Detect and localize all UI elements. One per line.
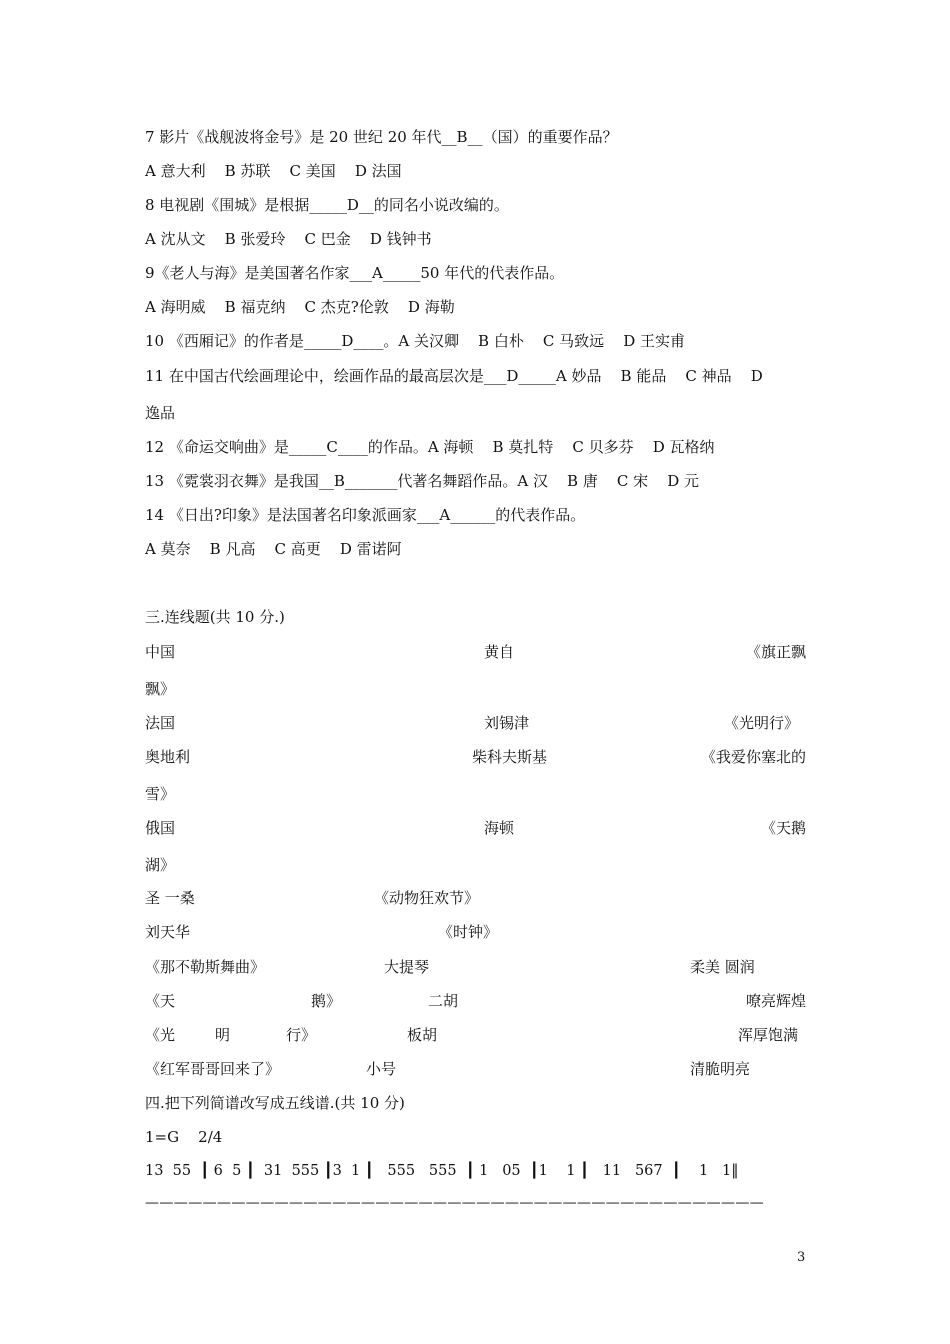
match-country: 法国 xyxy=(145,714,176,732)
match-work-wrap: 雪》 xyxy=(145,785,176,803)
match-composer: 柴科夫斯基 xyxy=(472,748,548,766)
section-heading-notation: 四.把下列简谱改写成五线谱.(共 10 分) xyxy=(145,1094,405,1112)
question-11: 11 在中国古代绘画理论中，绘画作品的最高层次是___D_____A 妙品 B 能品 C 神品 D xyxy=(145,367,763,385)
match-work-part: 行》 xyxy=(286,1026,317,1044)
match-timbre: 清脆明亮 xyxy=(690,1060,751,1078)
match-country: 中国 xyxy=(145,643,176,661)
question-11-wrap: 逸品 xyxy=(145,404,176,422)
match-composer: 圣 一桑 xyxy=(145,889,195,907)
numbered-notation: 13 55 ┃ 6 5 ┃ 31 555 ┃3 1 ┃ 555 555 ┃ 1 05 ┃1 1 ┃ 11 567 ┃ 1 1‖ xyxy=(145,1163,739,1179)
match-composer: 刘天华 xyxy=(145,923,191,941)
match-work: 《那不勒斯舞曲》 xyxy=(145,958,266,976)
question-8-options: A 沈从文 B 张爱玲 C 巴金 D 钱钟书 xyxy=(145,230,432,248)
match-composer: 海顿 xyxy=(484,819,515,837)
match-work: 《时钟》 xyxy=(438,923,499,941)
match-instrument: 大提琴 xyxy=(384,958,430,976)
match-country: 俄国 xyxy=(145,819,176,837)
match-work-part: 明 xyxy=(215,1026,231,1044)
question-14-options: A 莫奈 B 凡高 C 高更 D 雷诺阿 xyxy=(145,540,402,558)
match-timbre: 柔美 圆润 xyxy=(690,958,755,976)
match-instrument: 二胡 xyxy=(428,992,459,1010)
question-13: 13 《霓裳羽衣舞》是我国__B_______代著名舞蹈作品。A 汉 B 唐 C 宋 D 元 xyxy=(145,472,700,490)
match-work-wrap: 飘》 xyxy=(145,680,176,698)
question-9-options: A 海明威 B 福克纳 C 杰克?伦敦 D 海勒 xyxy=(145,298,455,316)
match-work: 《动物狂欢节》 xyxy=(374,889,480,907)
match-work-wrap: 湖》 xyxy=(145,856,176,874)
match-instrument: 小号 xyxy=(366,1060,397,1078)
match-country: 奥地利 xyxy=(145,748,191,766)
match-work-part: 《天 xyxy=(145,992,176,1010)
match-work-part: 鹅》 xyxy=(311,992,342,1010)
question-8: 8 电视剧《围城》是根据_____D__的同名小说改编的。 xyxy=(145,196,509,214)
staff-rule: ——————————————————————————————————————————— xyxy=(145,1195,765,1211)
match-work: 《红军哥哥回来了》 xyxy=(145,1060,281,1078)
match-composer: 刘锡津 xyxy=(484,714,530,732)
match-instrument: 板胡 xyxy=(407,1026,438,1044)
question-7: 7 影片《战舰波将金号》是 20 世纪 20 年代__B__（国）的重要作品？ xyxy=(145,128,618,146)
match-timbre: 嘹亮辉煌 xyxy=(745,992,806,1010)
question-9: 9《老人与海》是美国著名作家___A_____50 年代的代表作品。 xyxy=(145,264,565,282)
question-12: 12 《命运交响曲》是_____C____的作品。A 海顿 B 莫扎特 C 贝多芬 D 瓦格纳 xyxy=(145,438,715,456)
page-number: 3 xyxy=(797,1250,806,1265)
match-work-part: 《光 xyxy=(145,1026,176,1044)
question-10: 10 《西厢记》的作者是_____D____。A 关汉卿 B 白朴 C 马致远 D 王实甫 xyxy=(145,332,686,350)
match-work: 《我爱你塞北的 xyxy=(700,748,806,766)
match-composer: 黄自 xyxy=(484,643,515,661)
match-work: 《旗正飘 xyxy=(745,643,806,661)
match-work: 《天鹅 xyxy=(760,819,806,837)
question-14: 14 《日出?印象》是法国著名印象派画家___A______的代表作品。 xyxy=(145,506,586,524)
question-7-options: A 意大利 B 苏联 C 美国 D 法国 xyxy=(145,162,402,180)
match-work: 《光明行》 xyxy=(723,714,799,732)
match-timbre: 浑厚饱满 xyxy=(737,1026,798,1044)
section-heading-matching: 三.连线题(共 10 分.) xyxy=(145,608,285,626)
key-signature: 1=G 2/4 xyxy=(145,1128,223,1146)
